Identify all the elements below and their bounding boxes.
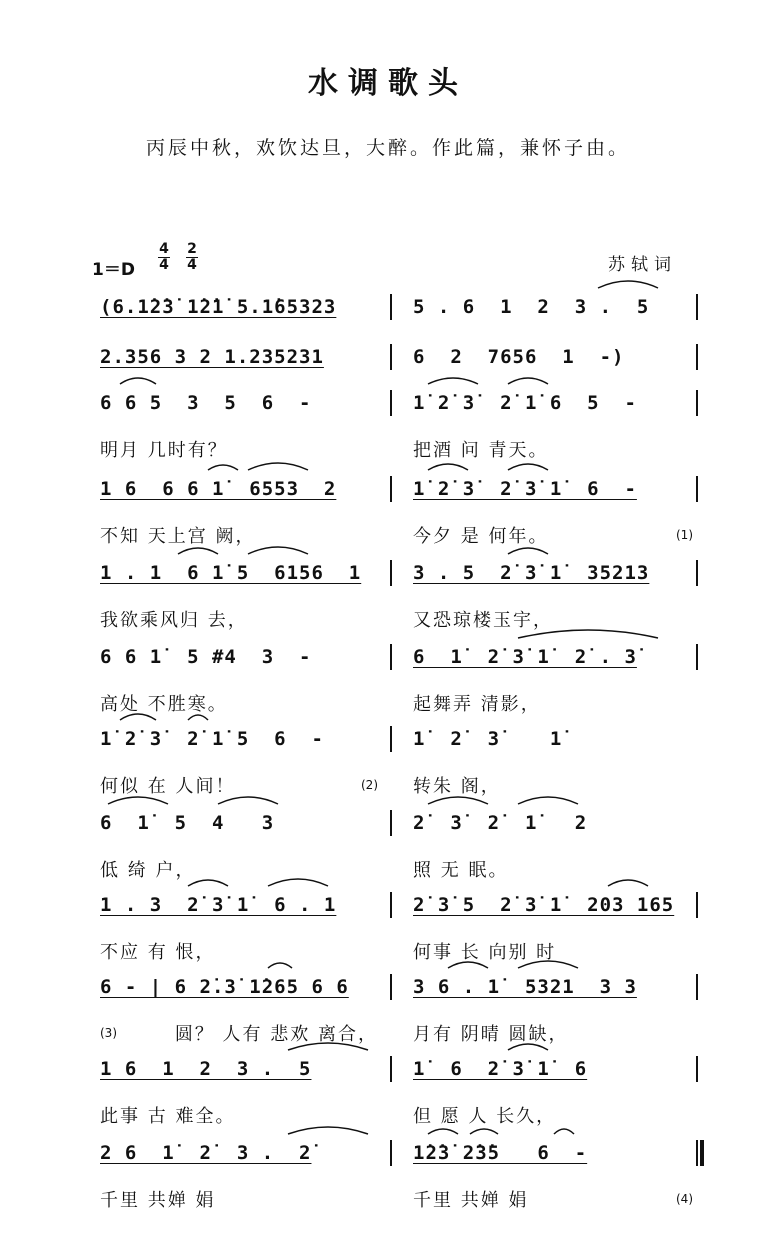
lyrics-right: 照 无 眠。 (413, 860, 509, 881)
notes-line (98, 1050, 698, 1088)
time-signature-2-bottom: 4 (187, 257, 197, 273)
score-row (98, 288, 698, 326)
lyrics-left-text: 圆？ 人有 悲欢 离合， (174, 1024, 378, 1045)
notes-left: 6 6 5 3 5 6 - (100, 392, 312, 414)
notes-right: 3 6 . 1̇ 5321 3 3 (413, 976, 637, 998)
lyrics-left: 此事 古 难全。 (100, 1106, 236, 1127)
notes-right: 2̇ 3̇ 2̇ 1̇ 2 (413, 812, 588, 834)
song-preface: 丙辰中秋，欢饮达旦，大醉。作此篇，兼怀子由。 (145, 137, 630, 159)
time-signature-2 (186, 242, 198, 273)
notes-left: 2.356 3 2 1.235231 (100, 346, 324, 368)
score-row (98, 384, 698, 466)
notes-line (98, 554, 698, 592)
song-title: 水调歌头 (308, 66, 468, 101)
lyrics-left: 不应 有 恨， (100, 942, 216, 963)
notes-right: 1̇ 2̇ 3̇ 2̇ 1̇ 6 5 - (413, 392, 637, 414)
time-signature-1-top: 4 (159, 241, 169, 257)
notes-line (98, 968, 698, 1006)
score-row (98, 1134, 698, 1216)
barline (390, 1140, 392, 1166)
lyrics-left: 我欲乘风归 去， (100, 610, 248, 631)
notes-right: 5 . 6 1 2 3 . 5 (413, 296, 650, 318)
lyrics-right: 起舞弄 清影， (413, 694, 541, 715)
notes-line (98, 384, 698, 422)
lyrics-left: 低 绮 户， (100, 860, 196, 881)
barline (390, 294, 392, 320)
notes-line (98, 886, 698, 924)
notes-line (98, 288, 698, 326)
time-signature-2-top: 2 (187, 241, 197, 257)
lyrics-right-text: 今夕 是 何年。 (413, 526, 549, 547)
barline (390, 1056, 392, 1082)
lyrics-right: 转朱 阁， (413, 776, 501, 797)
notes-right: 3 . 5 2̇ 3̇ 1̇ 35213 (413, 562, 650, 584)
footnote-2: (2) (361, 778, 378, 792)
notes-line (98, 804, 698, 842)
barline (696, 560, 698, 586)
notes-right: 1̇ 6 2̇ 3̇ 1̇ 6 (413, 1058, 588, 1080)
notes-right: 1̇2̇3̇ 2̇3̇5 6 - (413, 1142, 588, 1164)
notes-right: 1̇ 2̇ 3̇ 1̇ (413, 728, 563, 750)
lyrics-right (413, 1182, 693, 1216)
notes-left: 6 6 1̇ 5 #4 3 - (100, 646, 312, 668)
lyrics-line (98, 1182, 698, 1216)
barline (696, 1140, 698, 1166)
notes-line (98, 470, 698, 508)
notes-line (98, 1134, 698, 1172)
footnote-1: (1) (676, 528, 693, 542)
notes-left: 1 . 1 6 1̇ 5 6156 1 (100, 562, 362, 584)
lyrics-left: 高处 不胜寒。 (100, 694, 228, 715)
lyrics-right: 月有 阴晴 圆缺， (413, 1024, 569, 1045)
barline (696, 476, 698, 502)
barline (696, 644, 698, 670)
notes-right: 6 2 7656 1 -) (413, 346, 625, 368)
notes-left: (6.1̇2̇3̇ 1̇2̇1̇ 5.1̇65323 (100, 296, 337, 318)
barline (390, 810, 392, 836)
barline (390, 344, 392, 370)
lyrics-right: 把酒 问 青天。 (413, 440, 549, 461)
barline (696, 892, 698, 918)
notes-left: 1 6 1 2 3 . 5 (100, 1058, 312, 1080)
footnote-3: (3) (100, 1026, 117, 1040)
lyrics-left-text: 何似 在 人间！ (100, 776, 236, 797)
barline (390, 726, 392, 752)
footnote-4: (4) (676, 1192, 693, 1206)
barline (390, 560, 392, 586)
barline (696, 1056, 698, 1082)
barline (696, 344, 698, 370)
notes-line (98, 638, 698, 676)
notes-line (98, 720, 698, 758)
barline (390, 892, 392, 918)
time-signature-1-bottom: 4 (159, 257, 169, 273)
notes-left: 6 1̇ 5 4 3 (100, 812, 275, 834)
barline (390, 644, 392, 670)
barline (390, 476, 392, 502)
notes-left: 1 . 3 2̇ 3̇ 1̇ 6 . 1 (100, 894, 337, 916)
score-body (0, 288, 776, 1238)
notes-left: 2 6 1̇ 2̇ 3 . 2̇ (100, 1142, 312, 1164)
notes-right: 6 1̇ 2̇ 3̇ 1̇ 2̇ . 3̇ (413, 646, 637, 668)
lyrics-right: 又恐琼楼玉宇， (413, 610, 553, 631)
barline (390, 390, 392, 416)
notes-left: 1 6 6 6 1̇ 6553 2 (100, 478, 337, 500)
lyrics-left: 千里 共婵 娟 (100, 1190, 216, 1211)
notes-right: 2̇ 3̇ 5 2̇ 3̇ 1̇ 203 165 (413, 894, 675, 916)
key-signature: 1＝D (92, 260, 135, 280)
lyrics-right: 何事 长 向别 时 (413, 942, 557, 963)
barline (696, 294, 698, 320)
notes-left: 6 - | 6 2̇.3̇ 1̇265 6 6 (100, 976, 349, 998)
notes-left: 1̇ 2̇ 3̇ 2̇ 1̇ 5 6 - (100, 728, 324, 750)
lyricist-credit: 苏轼词 (608, 255, 677, 275)
lyrics-right: 但 愿 人 长久， (413, 1106, 557, 1127)
barline (696, 974, 698, 1000)
final-barline (700, 1140, 704, 1166)
barline (696, 390, 698, 416)
lyrics-left: 不知 天上宫 阙， (100, 526, 256, 547)
lyrics-right-text: 千里 共婵 娟 (413, 1190, 529, 1211)
lyrics-left: 明月 几时有？ (100, 440, 228, 461)
barline (390, 974, 392, 1000)
time-signature-1 (158, 242, 170, 273)
notes-right: 1̇ 2̇ 3̇ 2̇ 3̇ 1̇ 6 - (413, 478, 637, 500)
